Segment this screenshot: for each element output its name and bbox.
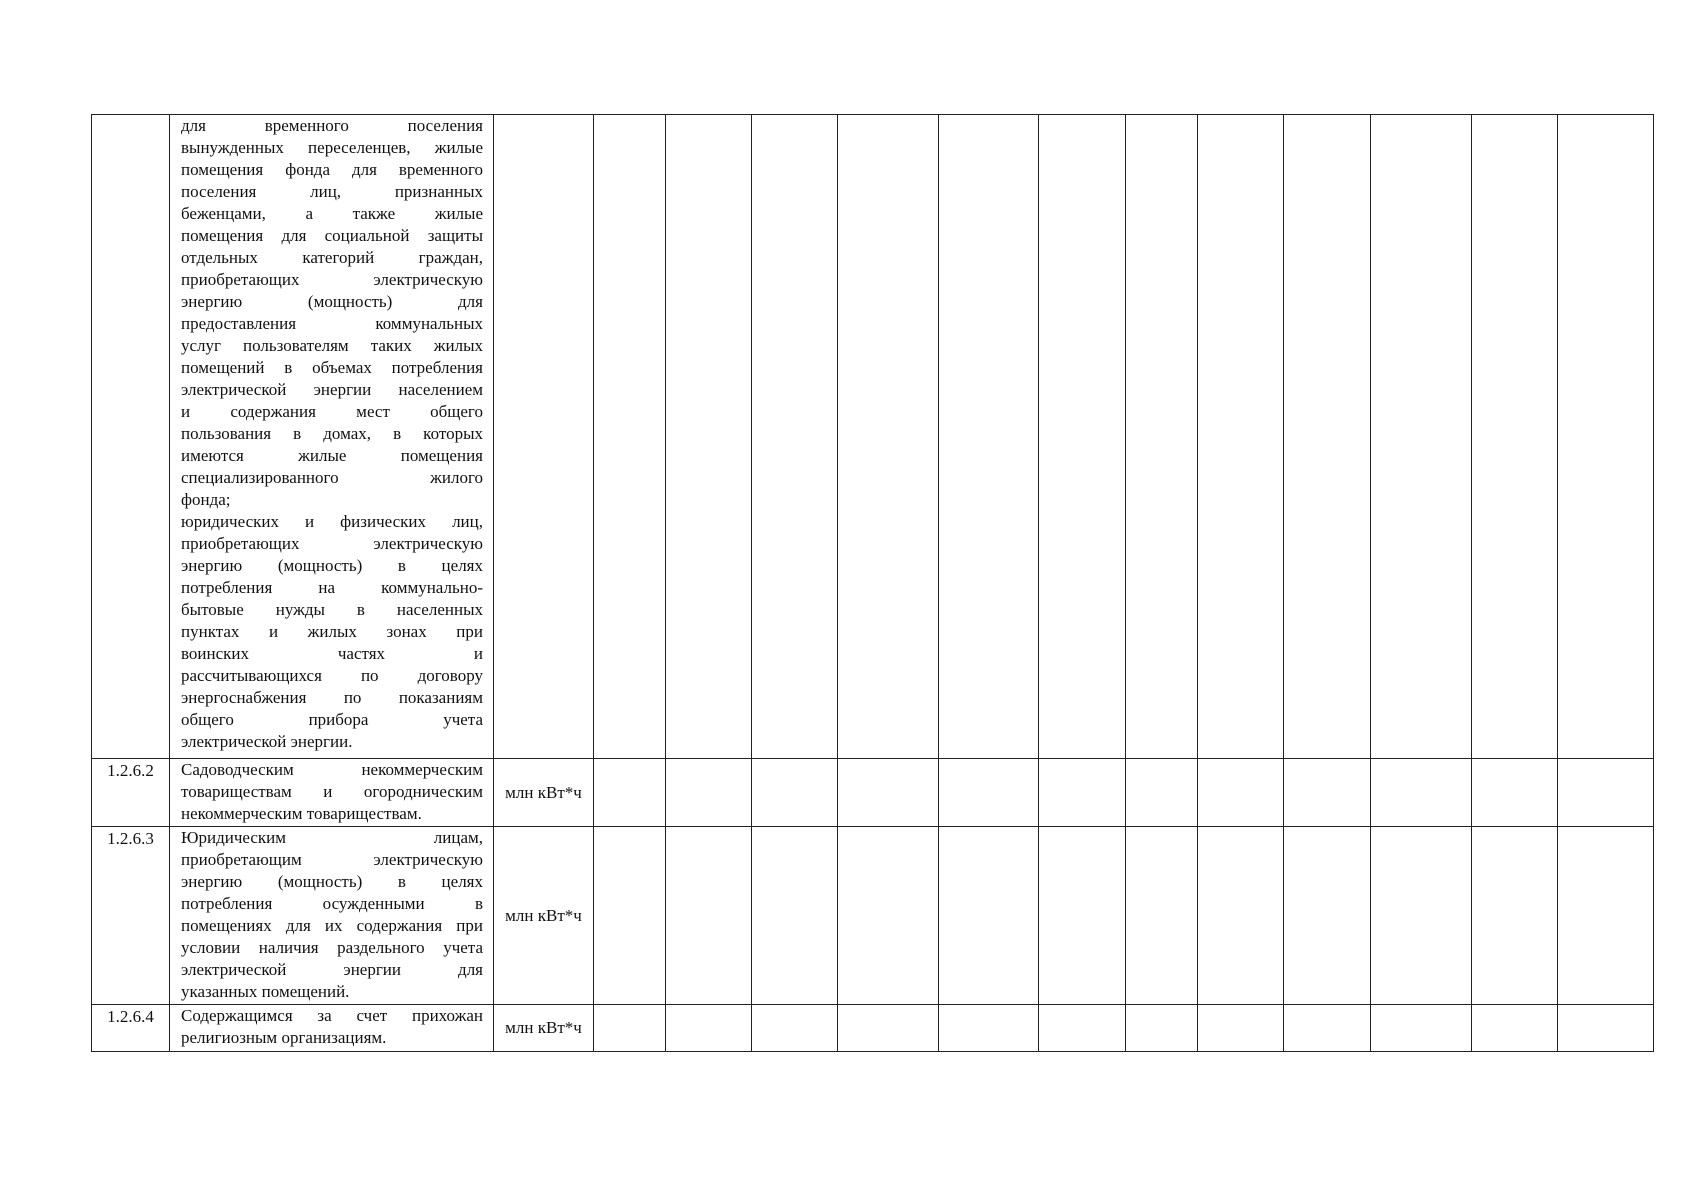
description-line: помещениях для их содержания при [181, 916, 483, 935]
description-line: энергоснабжения по показаниям [181, 688, 483, 707]
description-line: общего прибора учета [181, 710, 483, 729]
empty-cell [666, 827, 752, 1005]
description-line: помещения для социальной защиты [181, 226, 483, 245]
description-line: электрической энергии для [181, 960, 483, 979]
description-line: электрической энергии. [181, 732, 353, 751]
description-line: вынужденных переселенцев, жилые [181, 138, 483, 157]
empty-cell [939, 827, 1039, 1005]
description-line: пользования в домах, в которых [181, 424, 483, 443]
empty-cell [1126, 115, 1198, 759]
empty-cell [752, 759, 838, 827]
tariff-table [91, 114, 1654, 1052]
empty-cell [1284, 827, 1371, 1005]
table-row [92, 827, 1654, 1005]
empty-cell [838, 759, 939, 827]
empty-cell [752, 827, 838, 1005]
empty-cell [1472, 115, 1558, 759]
empty-cell [838, 827, 939, 1005]
description-line: Юридическим лицам, [181, 828, 483, 847]
description-line: помещения фонда для временного [181, 160, 483, 179]
description-line: указанных помещений. [181, 982, 350, 1001]
row-number-cell [92, 115, 170, 759]
empty-cell [666, 1005, 752, 1052]
empty-cell [838, 115, 939, 759]
description-line: религиозным организациям. [181, 1028, 387, 1047]
description-line: пунктах и жилых зонах при [181, 622, 483, 641]
description-line: электрической энергии населением [181, 380, 483, 399]
empty-cell [1472, 759, 1558, 827]
description-line: приобретающих электрическую [181, 534, 483, 553]
empty-cell [1284, 759, 1371, 827]
row-number-cell: 1.2.6.4 [92, 1005, 170, 1052]
description-line: условии наличия раздельного учета [181, 938, 483, 957]
row-description-cell [170, 759, 494, 827]
row-number-cell: 1.2.6.2 [92, 759, 170, 827]
empty-cell [1284, 115, 1371, 759]
description-line: товариществам и огородническим [181, 782, 483, 801]
empty-cell [666, 115, 752, 759]
empty-cell [1198, 1005, 1284, 1052]
empty-cell [1198, 827, 1284, 1005]
unit-cell: млн кВт*ч [494, 827, 594, 1005]
description-line: энергию (мощность) в целях [181, 872, 483, 891]
description-line: и содержания мест общего [181, 402, 483, 421]
description-line: поселения лиц, признанных [181, 182, 483, 201]
description-line: имеются жилые помещения [181, 446, 483, 465]
empty-cell [1558, 1005, 1654, 1052]
empty-cell [1039, 1005, 1126, 1052]
description-line: некоммерческим товариществам. [181, 804, 422, 823]
unit-cell: млн кВт*ч [494, 1005, 594, 1052]
empty-cell [1284, 1005, 1371, 1052]
empty-cell [666, 759, 752, 827]
empty-cell [1371, 115, 1472, 759]
table-row [92, 1005, 1654, 1052]
description-line: энергию (мощность) в целях [181, 556, 483, 575]
description-line: воинских частях и [181, 644, 483, 663]
table-row [92, 115, 1654, 759]
unit-cell [494, 115, 594, 759]
empty-cell [1126, 759, 1198, 827]
description-line: потребления на коммунально- [181, 578, 483, 597]
empty-cell [1371, 1005, 1472, 1052]
empty-cell [838, 1005, 939, 1052]
empty-cell [1126, 1005, 1198, 1052]
empty-cell [752, 1005, 838, 1052]
unit-cell: млн кВт*ч [494, 759, 594, 827]
row-description-cell [170, 115, 494, 759]
description-line: юридических и физических лиц, [181, 512, 483, 531]
description-line: энергию (мощность) для [181, 292, 483, 311]
empty-cell [1126, 827, 1198, 1005]
empty-cell [1558, 759, 1654, 827]
description-line: Садоводческим некоммерческим [181, 760, 483, 779]
table-row [92, 759, 1654, 827]
empty-cell [1472, 827, 1558, 1005]
empty-cell [1039, 759, 1126, 827]
empty-cell [1371, 759, 1472, 827]
description-line: бытовые нужды в населенных [181, 600, 483, 619]
description-line: помещений в объемах потребления [181, 358, 483, 377]
description-line: Содержащимся за счет прихожан [181, 1006, 483, 1025]
empty-cell [594, 1005, 666, 1052]
empty-cell [752, 115, 838, 759]
description-line: потребления осужденными в [181, 894, 483, 913]
empty-cell [594, 759, 666, 827]
empty-cell [1039, 115, 1126, 759]
empty-cell [594, 115, 666, 759]
description-line: фонда; [181, 490, 231, 509]
empty-cell [939, 115, 1039, 759]
empty-cell [1371, 827, 1472, 1005]
empty-cell [1472, 1005, 1558, 1052]
empty-cell [1198, 115, 1284, 759]
row-number-cell: 1.2.6.3 [92, 827, 170, 1005]
empty-cell [939, 759, 1039, 827]
description-line: отдельных категорий граждан, [181, 248, 483, 267]
description-line: предоставления коммунальных [181, 314, 483, 333]
empty-cell [939, 1005, 1039, 1052]
description-line: беженцами, а также жилые [181, 204, 483, 223]
description-line: для временного поселения [181, 116, 483, 135]
empty-cell [594, 827, 666, 1005]
empty-cell [1198, 759, 1284, 827]
description-line: услуг пользователям таких жилых [181, 336, 483, 355]
row-description-cell [170, 827, 494, 1005]
description-line: приобретающих электрическую [181, 270, 483, 289]
row-description-cell [170, 1005, 494, 1052]
description-line: приобретающим электрическую [181, 850, 483, 869]
empty-cell [1039, 827, 1126, 1005]
description-line: специализированного жилого [181, 468, 483, 487]
description-line: рассчитывающихся по договору [181, 666, 483, 685]
empty-cell [1558, 115, 1654, 759]
empty-cell [1558, 827, 1654, 1005]
